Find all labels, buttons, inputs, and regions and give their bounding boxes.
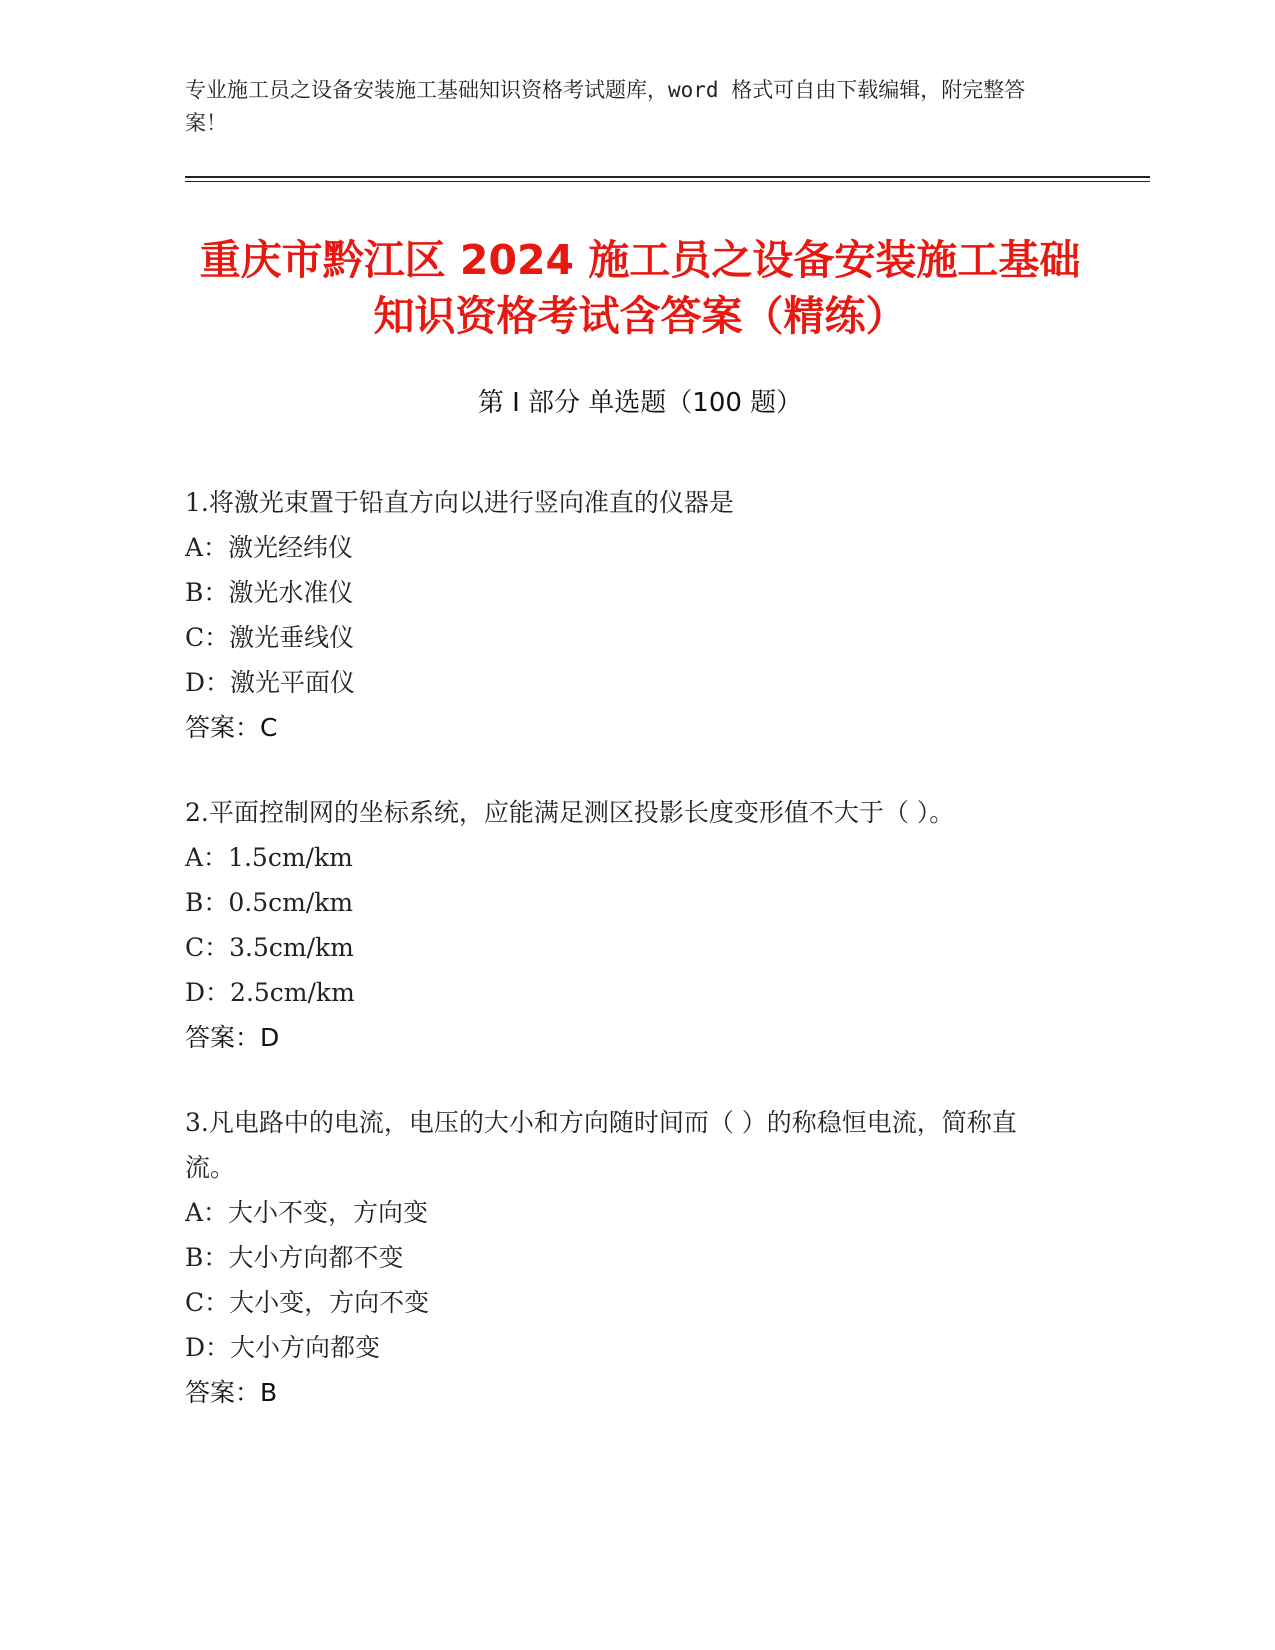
question-list	[185, 480, 1065, 1455]
answer: 答案：C	[185, 713, 278, 742]
answer: 答案：B	[185, 1378, 278, 1407]
option-b: B：0.5cm/km	[185, 888, 354, 917]
option-c: C：激光垂线仪	[185, 623, 355, 652]
option-a: A：1.5cm/km	[185, 843, 353, 872]
option-c: C：3.5cm/km	[185, 933, 354, 962]
question-1	[185, 480, 1065, 750]
option-c: C：大小变，方向不变	[185, 1288, 430, 1317]
option-b: B：激光水准仪	[185, 578, 354, 607]
header-divider-thin	[185, 181, 1150, 182]
question-stem: 3.凡电路中的电流，电压的大小和方向随时间而（ ）的称稳恒电流，简称直流。	[185, 1108, 1017, 1182]
document-title: 重庆市黔江区 2024 施工员之设备安装施工基础知识资格考试含答案（精练）	[199, 236, 1081, 340]
question-stem: 1.将激光束置于铅直方向以进行竖向准直的仪器是	[185, 488, 734, 517]
question-2	[185, 790, 1065, 1060]
question-stem: 2.平面控制网的坐标系统，应能满足测区投影长度变形值不大于（ ）。	[185, 798, 955, 827]
answer: 答案：D	[185, 1023, 280, 1052]
option-d: D：2.5cm/km	[185, 978, 355, 1007]
option-b: B：大小方向都不变	[185, 1243, 404, 1272]
option-a: A：激光经纬仪	[185, 533, 354, 562]
option-a: A：大小不变，方向变	[185, 1198, 429, 1227]
option-d: D：大小方向都变	[185, 1333, 381, 1362]
header-divider	[185, 176, 1150, 178]
header-note: 专业施工员之设备安装施工基础知识资格考试题库，word 格式可自由下载编辑，附完整答案！	[185, 78, 1026, 135]
question-3	[185, 1100, 1065, 1415]
option-d: D：激光平面仪	[185, 668, 356, 697]
section-title: 第 I 部分 单选题（100 题）	[477, 388, 803, 418]
